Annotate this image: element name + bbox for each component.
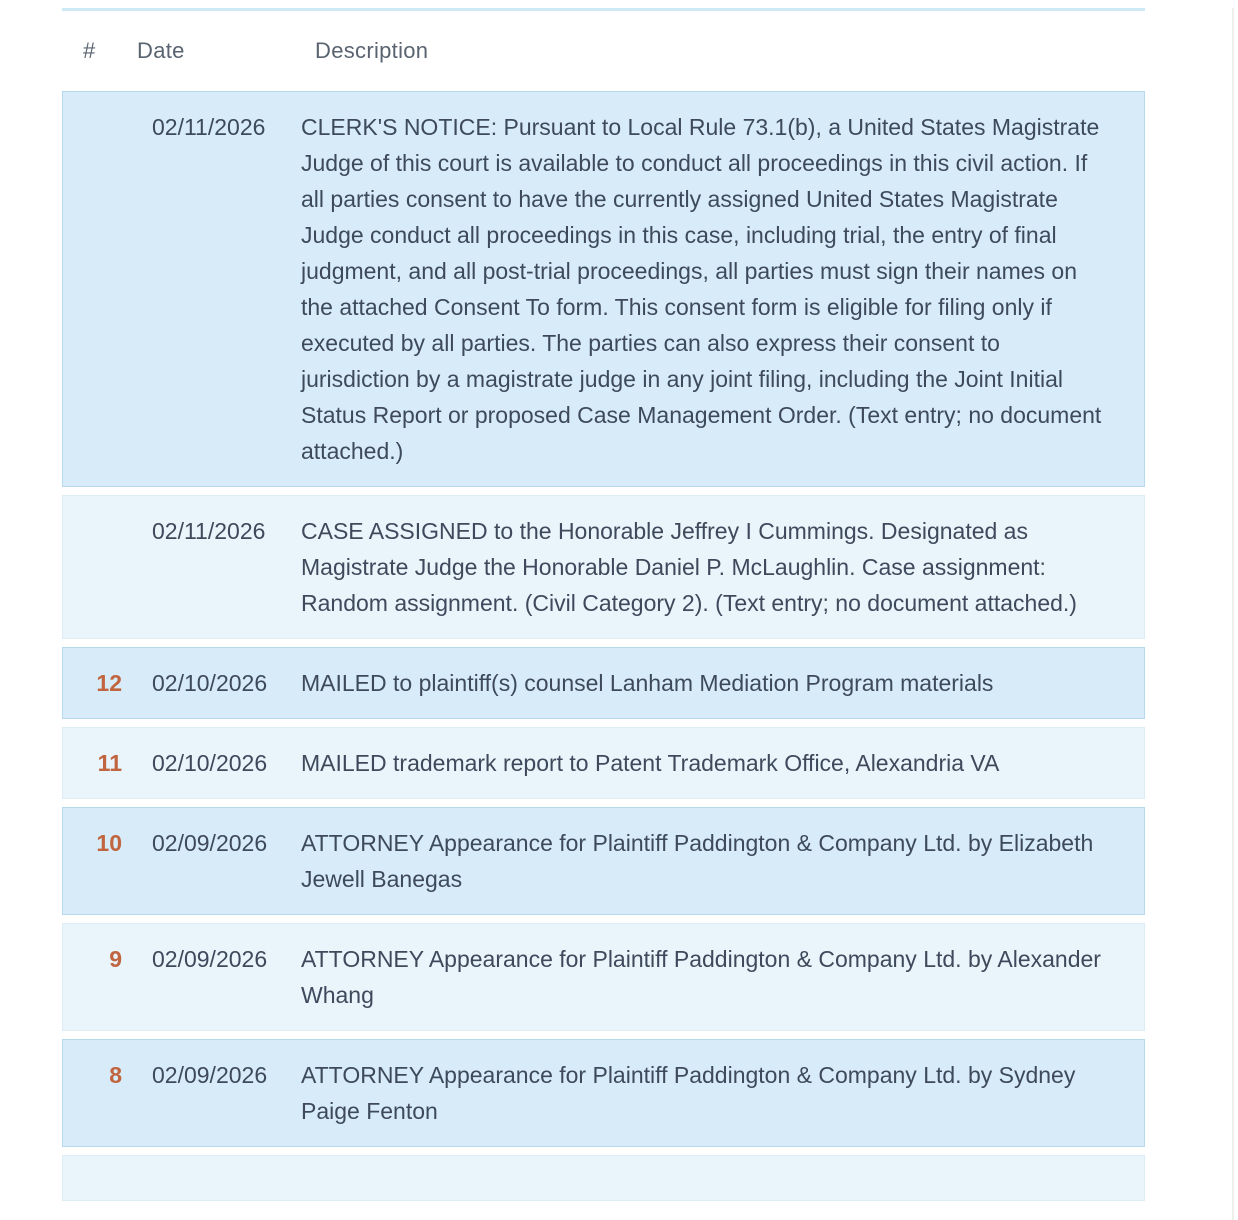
- docket-row: [62, 727, 1145, 799]
- panel-edge: [1232, 8, 1234, 1220]
- entry-date: 02/10/2026: [152, 750, 268, 776]
- docket-row-partial: [62, 1155, 1145, 1201]
- entry-number: 8: [109, 1062, 122, 1088]
- docket-row: [62, 91, 1145, 487]
- entry-date: 02/10/2026: [152, 670, 268, 696]
- entry-date: 02/09/2026: [152, 1062, 268, 1088]
- entry-description: MAILED to plaintiff(s) counsel Lanham Mediation Program materials: [301, 670, 994, 696]
- entry-description: ATTORNEY Appearance for Plaintiff Paddington & Company Ltd. by Sydney Paige Fenton: [301, 1062, 1076, 1124]
- docket-row: [62, 495, 1145, 639]
- docket-row: [62, 1039, 1145, 1147]
- entry-number: 12: [96, 670, 122, 696]
- entry-number: 11: [97, 750, 122, 776]
- entry-date: 02/09/2026: [152, 830, 268, 856]
- docket-table: [62, 8, 1145, 1201]
- docket-rows: [62, 91, 1145, 1147]
- table-header: [62, 11, 1145, 91]
- entry-number: 9: [109, 946, 122, 972]
- column-header-description: Description: [315, 38, 429, 63]
- docket-row: [62, 647, 1145, 719]
- entry-number: 10: [96, 830, 122, 856]
- docket-row: [62, 923, 1145, 1031]
- column-header-date: Date: [137, 38, 185, 63]
- docket-row: [62, 807, 1145, 915]
- entry-description: ATTORNEY Appearance for Plaintiff Paddington & Company Ltd. by Elizabeth Jewell Banegas: [301, 830, 1094, 892]
- entry-date: 02/11/2026: [152, 518, 266, 544]
- entry-description: ATTORNEY Appearance for Plaintiff Paddington & Company Ltd. by Alexander Whang: [301, 946, 1101, 1008]
- entry-description: CASE ASSIGNED to the Honorable Jeffrey I Cummings. Designated as Magistrate Judge the Honorable Daniel P. McLaughlin. Case assignment: Random assignment. (Civil Category 2). (Text entry; no document attached.): [301, 518, 1077, 616]
- entry-date: 02/11/2026: [152, 114, 266, 140]
- column-header-number: #: [83, 38, 96, 63]
- entry-description: CLERK'S NOTICE: Pursuant to Local Rule 73.1(b), a United States Magistrate Judge of this court is available to conduct all proceedings in this civil action. If all parties consent to have the currently assigned United States Magistrate Judge conduct all proceedings in this case, including trial, the entry of final judgment, and all post-trial proceedings, all parties must sign their names on the attached Consent To form. This consent form is eligible for filing only if executed by all parties. The parties can also express their consent to jurisdiction by a magistrate judge in any joint filing, including the Joint Initial Status Report or proposed Case Management Order. (Text entry; no document attached.): [301, 114, 1102, 464]
- entry-description: MAILED trademark report to Patent Trademark Office, Alexandria VA: [301, 750, 1000, 776]
- entry-date: 02/09/2026: [152, 946, 268, 972]
